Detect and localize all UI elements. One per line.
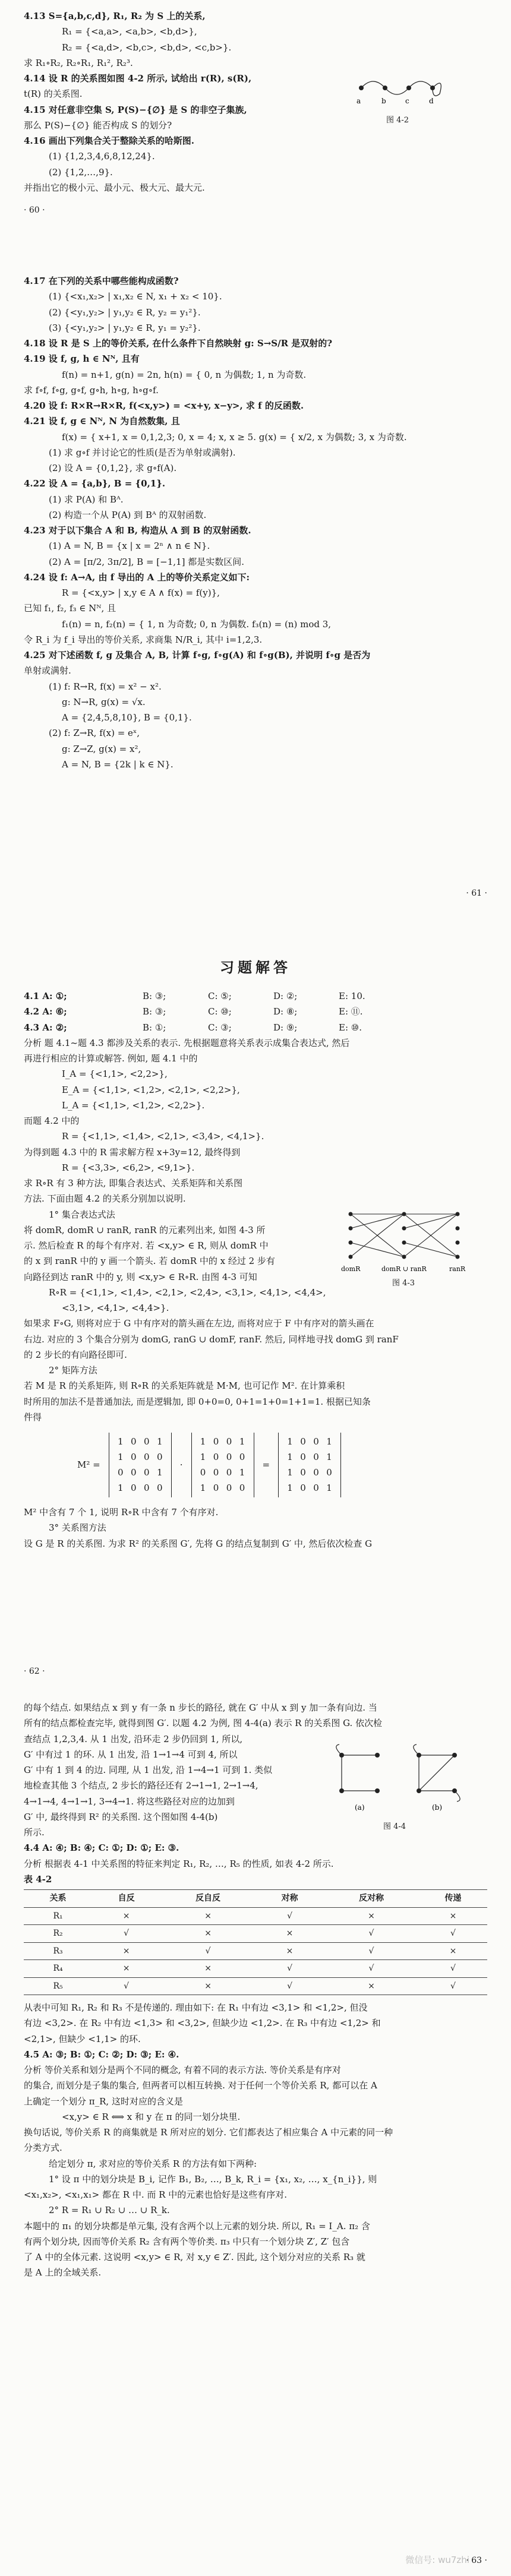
text-line: (2) {1,2,…,9}.	[49, 166, 113, 178]
svg-text:d: d	[429, 97, 434, 105]
matrix-cell: 1	[200, 1436, 206, 1447]
table-cell: √	[256, 1977, 324, 1995]
answer-list	[24, 988, 487, 1035]
text-line: g: Z→Z, g(x) = x²,	[62, 743, 141, 754]
text-line: 右边. 对应的 3 个集合分别为 domG, ranG ∪ domF, ranF. 然后, 同样地寻找 domG 到 ranF	[24, 1333, 399, 1345]
table-title: 表 4-2	[24, 1873, 52, 1885]
text-line: (2) {<y₁,y₂> | y₁,y₂ ∈ R, y₂ = y₁²}.	[49, 306, 201, 318]
text-line: 的每个结点. 如果结点 x 到 y 有一条 n 步长的路径, 就在 G′ 中从 x 到 y 加一条有向边. 当	[24, 1702, 377, 1713]
text-line: 所有的结点都检查完毕, 就得到图 G′. 以题 4.2 为例, 图 4-4(a) 表示 R 的关系图 G. 依次检	[24, 1718, 383, 1729]
table-cell: ×	[92, 1907, 160, 1925]
table-cell: √	[419, 1977, 487, 1995]
matrix-equation	[24, 1430, 487, 1500]
text-line: 换句话说, 等价关系 R 的商集就是 R 所对应的划分. 它们都表达了相应集合 A 中元素的同一种	[24, 2127, 393, 2138]
matrix-cell: 0	[239, 1483, 245, 1494]
text-line: R₁ = {<a,a>, <a,b>, <b,d>},	[62, 26, 197, 37]
table-cell: ×	[256, 1942, 324, 1960]
svg-text:a: a	[357, 97, 361, 105]
table-cell: ×	[324, 1907, 419, 1925]
matrix-cell: 0	[313, 1467, 319, 1478]
table-cell: R₄	[24, 1960, 92, 1978]
table-cell: √	[324, 1960, 419, 1978]
text-line: (2) f: Z→R, f(x) = eˣ,	[49, 728, 140, 739]
table-row	[24, 1960, 487, 1978]
text-line: 向路径到达 ranR 中的 y, 则 <x,y> ∈ R∘R. 由图 4-3 可知	[24, 1271, 257, 1282]
matrix-c	[278, 1433, 341, 1497]
text-line: 示. 然后检查 R 的每个有序对. 若 <x,y> ∈ R, 则从 domR 中	[24, 1240, 269, 1251]
table-cell: ×	[419, 1942, 487, 1960]
matrix-cell: 0	[226, 1467, 232, 1478]
matrix-cell: 0	[213, 1483, 219, 1494]
table-cell: R₅	[24, 1977, 92, 1995]
text-line: 4.5 A: ③; B: ①; C: ②; D: ③; E: ④.	[24, 2049, 179, 2060]
text-line: (2) A = [π/2, 3π/2], B = [−1,1] 都是实数区间.	[49, 556, 244, 567]
answer-cell: C: ③;	[208, 1022, 232, 1033]
text-line: 4.14 设 R 的关系图如图 4-2 所示, 试给出 r(R), s(R),	[24, 73, 252, 84]
text-line: 若 M 是 R 的关系矩阵, 则 R∘R 的关系矩阵就是 M·M, 也可记作 M². 在计算乘积	[24, 1380, 345, 1392]
text-line: 分析 题 4.1~题 4.3 都涉及关系的表示. 先根据题意将关系表示成集合表达式, 然后	[24, 1037, 350, 1048]
text-line: 给定划分 π, 求对应的等价关系 R 的方法有如下两种:	[49, 2158, 257, 2169]
matrix-cell: 0	[313, 1436, 319, 1447]
text-line: 4.21 设 f, g ∈ Nᴺ, N 为自然数集, 且	[24, 416, 180, 427]
text-line: (1) A = N, B = {x | x = 2ⁿ ∧ n ∈ N}.	[49, 541, 210, 552]
table-cell: ×	[160, 1907, 256, 1925]
text-line: 件得	[24, 1411, 42, 1423]
text-line: 了 A 中的全体元素. 这说明 <x,y> ∈ R, 对 x,y ∈ Z′. 因此, 这个划分对应的关系 R₃ 就	[24, 2252, 365, 2262]
matrix-cell: 0	[313, 1483, 319, 1494]
text-line: 所示.	[24, 1827, 45, 1838]
text-line: 方法. 下面由题 4.2 的关系分别加以说明.	[24, 1193, 186, 1205]
figure-4-4-graphs	[324, 1743, 472, 1820]
relation-table	[24, 1889, 487, 1995]
matrix-cell: 0	[156, 1483, 163, 1494]
matrix-cell: 1	[200, 1483, 206, 1494]
text-line: 1° 设 π 中的划分块是 B_i, 记作 B₁, B₂, …, B_k, R_i = {x₁, x₂, …, x_{n_i}}, 则	[49, 2173, 377, 2185]
text-line: 时所用的加法不是普通加法, 而是逻辑加, 即 0+0=0, 0+1=1+0=1+1=1. 根据已知条	[24, 1396, 371, 1407]
matrix-cell: 0	[226, 1483, 232, 1494]
answer-cell: E: ⑪.	[339, 1006, 363, 1017]
text-line: 是 A 上的全域关系.	[24, 2267, 102, 2278]
text-line: A = {2,4,5,8,10}, B = {0,1}.	[62, 712, 192, 723]
text-line: 令 R_i 为 f_i 导出的等价关系, 求商集 N/R_i, 其中 i=1,2,3.	[24, 634, 263, 645]
page-number: · 60 ·	[24, 205, 45, 215]
figure-4-3-label-domr: domR	[341, 1265, 361, 1273]
matrix-cell: 1	[287, 1483, 293, 1494]
text-line: 地检查其他 3 个结点, 2 步长的路径还有 2→1→1, 2→1→4,	[24, 1780, 258, 1791]
table-cell: ×	[92, 1960, 160, 1978]
page-60	[0, 0, 511, 226]
text-line: L_A = {<1,1>, <1,2>, <2,2>}.	[62, 1099, 205, 1111]
table-row	[24, 1942, 487, 1960]
figure-4-3-label-ranr: ranR	[449, 1265, 466, 1273]
table-header-cell: 对称	[256, 1890, 324, 1908]
text-line: G′ 中, 最终得到 R² 的关系图. 这个图如图 4-4(b)	[24, 1811, 218, 1822]
figure-4-4	[324, 1743, 472, 1834]
answer-row	[24, 988, 487, 1004]
text-line: 求 R∘R 有 3 种方法, 即集合表达式、关系矩阵和关系图	[24, 1178, 243, 1189]
answer-row	[24, 1004, 487, 1019]
answer-cell: 4.3 A: ②;	[24, 1022, 67, 1033]
matrix-cell: 1	[326, 1436, 332, 1447]
table-body	[24, 1907, 487, 1995]
page-number: · 61 ·	[466, 888, 487, 898]
table-header-cell: 关系	[24, 1890, 92, 1908]
table-row	[24, 1925, 487, 1943]
text-line: <x,y> ∈ R ⟺ x 和 y 在 π 的同一划分块里.	[62, 2111, 241, 2122]
matrix-cell: 1	[117, 1436, 124, 1447]
matrix-cell: 1	[117, 1483, 124, 1494]
page-number: · 62 ·	[24, 1666, 45, 1676]
matrix-cell: 0	[313, 1451, 319, 1462]
text-line: 分析 根据表 4-1 中关系图的特征来判定 R₁, R₂, …, R₅ 的性质, 如表 4-2 所示.	[24, 1858, 334, 1869]
text-line: 并指出它的极小元、最小元、极大元、最大元.	[24, 182, 205, 193]
matrix-cell: 0	[213, 1451, 219, 1462]
text-line: R₂ = {<a,d>, <b,c>, <b,d>, <c,b>}.	[62, 42, 232, 53]
table-cell: ×	[92, 1942, 160, 1960]
text-line: 将 domR, domR ∪ ranR, ranR 的元素列出来, 如图 4-3 所	[24, 1224, 266, 1235]
matrix-cell: 0	[156, 1451, 163, 1462]
matrix-cell: 0	[326, 1467, 332, 1478]
page-number: · 63 ·	[466, 2555, 487, 2565]
text-line: 4.24 设 f: A→A, 由 f 导出的 A 上的等价关系定义如下:	[24, 571, 250, 583]
text-line: <x₁,x₂>, <x₁,x₁> 都在 R 中. 而 R 中的元素也恰好是这些有序对.	[24, 2189, 287, 2200]
text-line: 2° 矩阵方法	[49, 1365, 97, 1376]
matrix-cell: 0	[213, 1467, 219, 1478]
text-line: 设 G 是 R 的关系图. 为求 R² 的关系图 G′, 先将 G 的结点复制到 G′ 中, 然后依次检查 G	[24, 1538, 373, 1549]
answer-cell: D: ⑧;	[273, 1006, 298, 1017]
text-line: 4.15 对任意非空集 S, P(S)−{∅} 是 S 的非空子集族,	[24, 104, 247, 115]
matrix-cell: 0	[117, 1467, 124, 1478]
section-title: 习题解答	[220, 959, 291, 976]
figure-4-4-b: (b)	[432, 1803, 443, 1812]
table-header-cell: 传递	[419, 1890, 487, 1908]
matrix-cell: 0	[130, 1451, 137, 1462]
matrix-cell: 0	[213, 1436, 219, 1447]
table-cell: R₃	[24, 1942, 92, 1960]
figure-4-4-caption: 图 4-4	[383, 1822, 406, 1831]
text-line: 那么 P(S)−{∅} 能否构成 S 的划分?	[24, 119, 172, 131]
matrix-cell: 1	[239, 1436, 245, 1447]
matrix-cell: 1	[117, 1451, 124, 1462]
table-cell: √	[92, 1977, 160, 1995]
text-line: E_A = {<1,1>, <1,2>, <2,1>, <2,2>},	[62, 1084, 240, 1095]
text-line: (1) 求 P(A) 和 Bᴬ.	[49, 494, 124, 505]
matrix-cell: 1	[326, 1483, 332, 1494]
text-line: 从表中可知 R₁, R₂ 和 R₃ 不是传递的. 理由如下: 在 R₁ 中有边 <3,1> 和 <1,2>, 但没	[24, 2002, 368, 2013]
text-line: 分析 等价关系和划分是两个不同的概念, 有着不同的表示方法. 等价关系是有序对	[24, 2065, 341, 2075]
answer-cell: D: ⑨;	[273, 1022, 298, 1033]
text-line: (2) 设 A = {0,1,2}, 求 g∘f(A).	[49, 463, 177, 473]
text-line: (1) {1,2,3,4,6,8,12,24}.	[49, 151, 155, 162]
answer-cell: B: ③;	[143, 1006, 166, 1017]
table-row	[24, 1907, 487, 1925]
text-line: 有边 <3,2>. 在 R₂ 中有边 <1,3> 和 <3,2>, 但缺少边 <1,2>. 在 R₃ 中有边 <1,2> 和	[24, 2018, 381, 2029]
table-cell: √	[419, 1925, 487, 1943]
text-line: (3) {<y₁,y₂> | y₁,y₂ ∈ R, y₁ = y₂²}.	[49, 322, 201, 333]
text-line: 求 R₁∘R₂, R₂∘R₁, R₁², R₂³.	[24, 57, 133, 68]
text-line: (1) {<x₁,x₂> | x₁,x₂ ∈ N, x₁ + x₂ < 10}.	[49, 291, 222, 302]
matrix-cell: 0	[130, 1436, 137, 1447]
text-line: 的 2 步长的有向路径即可.	[24, 1349, 127, 1360]
table-cell: √	[324, 1942, 419, 1960]
matrix-cell: 1	[239, 1467, 245, 1478]
matrix-cell: 0	[130, 1483, 137, 1494]
table-cell: √	[324, 1925, 419, 1943]
text-line: R∘R = {<1,1>, <1,4>, <2,1>, <2,4>, <3,1>, <4,1>, <4,4>,	[49, 1287, 326, 1298]
text-line: 2° R = R₁ ∪ R₂ ∪ … ∪ R_k.	[49, 2205, 170, 2216]
text-line: 4.20 设 f: R×R→R×R, f(<x,y>) = <x+y, x−y>, 求 f 的反函数.	[24, 400, 304, 411]
watermark: 微信号: wu7zhi	[405, 2554, 469, 2565]
matrix-cell: 0	[300, 1467, 306, 1478]
text-line: I_A = {<1,1>, <2,2>},	[62, 1069, 168, 1080]
text-line: f(n) = n+1, g(n) = 2n, h(n) = { 0, n 为偶数; 1, n 为奇数.	[62, 369, 307, 380]
text-line: 为得到题 4.3 中的 R 需求解方程 x+3y=12, 最终得到	[24, 1146, 241, 1158]
text-line: f₁(n) = n, f₂(n) = { 1, n 为奇数; 0, n 为偶数. f₃(n) = (n) mod 3,	[62, 618, 332, 630]
text-line: G′ 中有过 1 的环. 从 1 出发, 沿 1→1→4 可到 4, 所以	[24, 1749, 238, 1760]
text-line: G′ 中有 1 到 4 的边. 同理, 从 1 出发, 沿 1→4→1 可到 1. 类似	[24, 1765, 273, 1775]
matrix-a	[109, 1433, 172, 1497]
svg-text:b: b	[381, 97, 386, 105]
text-line: R = {<x,y> | x,y ∈ A ∧ f(x) = f(y)},	[62, 587, 220, 598]
text-line: 单射或满射.	[24, 665, 71, 677]
figure-4-3	[333, 1206, 481, 1291]
text-line: 4.17 在下列的关系中哪些能构成函数?	[24, 276, 179, 286]
matrix-cell: 1	[156, 1467, 163, 1478]
text-line: (1) f: R→R, f(x) = x² − x².	[49, 681, 162, 692]
table-cell: ×	[160, 1960, 256, 1978]
text-line: 4→1→4, 4→1→1, 3→4→1. 将这些路径对应的边加到	[24, 1796, 235, 1807]
text-line: 分类方式.	[24, 2142, 62, 2154]
text-line: 求 f∘f, f∘g, g∘f, g∘h, h∘g, h∘g∘f.	[24, 384, 159, 396]
text-line: t(R) 的关系图.	[24, 88, 83, 100]
page-63-text-b	[24, 2000, 487, 2281]
table-cell: ×	[160, 1925, 256, 1943]
text-line: <2,1>, 但缺少 <1,1> 的环.	[24, 2033, 141, 2044]
svg-text:c: c	[405, 97, 409, 105]
page-61-text	[24, 273, 487, 772]
table-cell: √	[256, 1960, 324, 1978]
text-line: 4.23 对于以下集合 A 和 B, 构造从 A 到 B 的双射函数.	[24, 525, 251, 536]
text-line: R = {<1,1>, <1,4>, <2,1>, <3,4>, <4,1>}.	[62, 1131, 264, 1142]
table-header-cell: 反对称	[324, 1890, 419, 1908]
answer-cell: E: ⑩.	[339, 1022, 362, 1033]
text-line: 已知 f₁, f₂, f₃ ∈ Nᴺ, 且	[24, 603, 116, 614]
text-line: A = N, B = {2k | k ∈ N}.	[62, 758, 174, 770]
text-line: 4.16 画出下列集合关于整除关系的哈斯图.	[24, 135, 194, 146]
text-line: R = {<3,3>, <6,2>, <9,1>}.	[62, 1162, 195, 1173]
answer-cell: 4.1 A: ①;	[24, 991, 67, 1001]
text-line: M² 中含有 7 个 1, 说明 R∘R 中含有 7 个有序对.	[24, 1507, 219, 1518]
text-line: (1) 求 g∘f 并讨论它的性质(是否为单射或满射).	[49, 447, 236, 458]
text-line: 本题中的 π₁ 的划分块都是单元集, 没有含两个以上元素的划分块. 所以, R₁ = I_A. π₂ 含	[24, 2220, 370, 2232]
matrix-cell: 0	[226, 1451, 232, 1462]
matrix-cell: 0	[300, 1451, 306, 1462]
text-line: <3,1>, <4,1>, <4,4>}.	[62, 1303, 169, 1313]
matrix-cell: 0	[143, 1451, 150, 1462]
table-header-cell: 自反	[92, 1890, 160, 1908]
answer-cell: D: ②;	[273, 991, 298, 1001]
matrix-cell: 0	[200, 1467, 206, 1478]
table-cell: √	[160, 1942, 256, 1960]
text-line: 而题 4.2 中的	[24, 1115, 80, 1126]
matrix-b	[191, 1433, 254, 1497]
page-62-text-b	[24, 1504, 487, 1551]
table-row	[24, 1977, 487, 1995]
figure-4-3-caption: 图 4-3	[392, 1279, 415, 1288]
text-line: 的集合, 而划分是子集的集合, 但两者可以相互转换. 对于任何一个等价关系 R, 都可以在 A	[24, 2080, 377, 2091]
text-line: 4.19 设 f, g, h ∈ Nᴺ, 且有	[24, 353, 140, 365]
table-cell: √	[256, 1907, 324, 1925]
matrix-cell: 1	[200, 1451, 206, 1462]
figure-4-2-graph	[351, 70, 452, 114]
text-line: 查结点 1,2,3,4. 从 1 出发, 沿环走 2 步仍回到 1, 所以,	[24, 1733, 243, 1744]
text-line: g: N→R, g(x) = √x.	[62, 696, 146, 707]
table-cell: ×	[160, 1977, 256, 1995]
text-line: 1° 集合表达式法	[49, 1209, 115, 1220]
table-cell: ×	[324, 1977, 419, 1995]
answer-cell: C: ⑤;	[208, 991, 232, 1001]
matrix-dot: ·	[179, 1459, 183, 1470]
table-cell: R₂	[24, 1925, 92, 1943]
figure-4-3-graph	[333, 1206, 481, 1277]
page-61	[0, 226, 511, 909]
matrix-cell: 1	[287, 1436, 293, 1447]
text-line: 如果求 F∘G, 则将对应于 G 中有序对的箭头画在左边, 而将对应于 F 中有序对的箭头画在	[24, 1318, 374, 1329]
text-line: (2) 构造一个从 P(A) 到 Bᴬ 的双射函数.	[49, 509, 207, 520]
matrix-label: M² =	[77, 1459, 100, 1470]
matrix-cell: 1	[287, 1451, 293, 1462]
text-line: 有两个划分块, 因而等价关系 R₂ 含有两个等价类. π₃ 中只有一个划分块 Z′, Z′ 包含	[24, 2236, 350, 2247]
answer-cell: E: 10.	[339, 991, 365, 1001]
text-line: 4.22 设 A = {a,b}, B = {0,1}.	[24, 478, 166, 489]
figure-4-2	[351, 70, 452, 128]
text-line: 3° 关系图方法	[49, 1522, 106, 1534]
text-line: 的 x 到 ranR 中的 y 画一个箭头. 若 domR 中的 x 经过 2 步有	[24, 1256, 275, 1267]
table-header-row	[24, 1890, 487, 1908]
table-cell: ×	[256, 1925, 324, 1943]
matrix-cell: 1	[326, 1451, 332, 1462]
matrix-cell: 0	[130, 1467, 137, 1478]
table-header-cell: 反自反	[160, 1890, 256, 1908]
matrix-cell: 0	[300, 1483, 306, 1494]
table-cell: ×	[419, 1907, 487, 1925]
table-cell: √	[419, 1960, 487, 1978]
matrix-cell: 1	[156, 1436, 163, 1447]
text-line: f(x) = { x+1, x = 0,1,2,3; 0, x = 4; x, x ≥ 5. g(x) = { x/2, x 为偶数; 3, x 为奇数.	[62, 431, 407, 442]
answer-cell: 4.2 A: ⑥;	[24, 1006, 67, 1017]
answer-row	[24, 1020, 487, 1035]
figure-4-4-a: (a)	[355, 1803, 365, 1812]
text-line: 4.13 S={a,b,c,d}, R₁, R₂ 为 S 上的关系,	[24, 11, 206, 21]
table-cell: √	[92, 1925, 160, 1943]
figure-4-2-caption: 图 4-2	[386, 116, 409, 125]
answer-cell: C: ⑩;	[208, 1006, 232, 1017]
matrix-equals: =	[262, 1459, 270, 1470]
text-line: 上确定一个划分 π_R, 这时对应的含义是	[24, 2095, 183, 2107]
page-62	[0, 909, 511, 1687]
matrix-cell: 0	[226, 1436, 232, 1447]
matrix-cell: 0	[143, 1467, 150, 1478]
answer-cell: B: ③;	[143, 991, 166, 1001]
matrix-cell: 0	[143, 1436, 150, 1447]
figure-4-3-label-union: domR ∪ ranR	[381, 1265, 427, 1273]
page-63	[0, 1687, 511, 2576]
text-line: 4.4 A: ④; B: ④; C: ①; D: ①; E: ③.	[24, 1842, 179, 1854]
matrix-cell: 0	[143, 1483, 150, 1494]
matrix-cell: 1	[287, 1467, 293, 1478]
table-cell: R₁	[24, 1907, 92, 1925]
text-line: 4.25 对下述函数 f, g 及集合 A, B, 计算 f∘g, f∘g(A) 和 f∘g(B), 并说明 f∘g 是否为	[24, 650, 371, 660]
text-line: 再进行相应的计算或解答. 例如, 题 4.1 中的	[24, 1053, 198, 1064]
matrix-cell: 0	[300, 1436, 306, 1447]
matrix-cell: 0	[239, 1451, 245, 1462]
answer-cell: B: ①;	[143, 1022, 166, 1033]
text-line: 4.18 设 R 是 S 上的等价关系, 在什么条件下自然映射 g: S→S/R 是双射的?	[24, 338, 333, 349]
